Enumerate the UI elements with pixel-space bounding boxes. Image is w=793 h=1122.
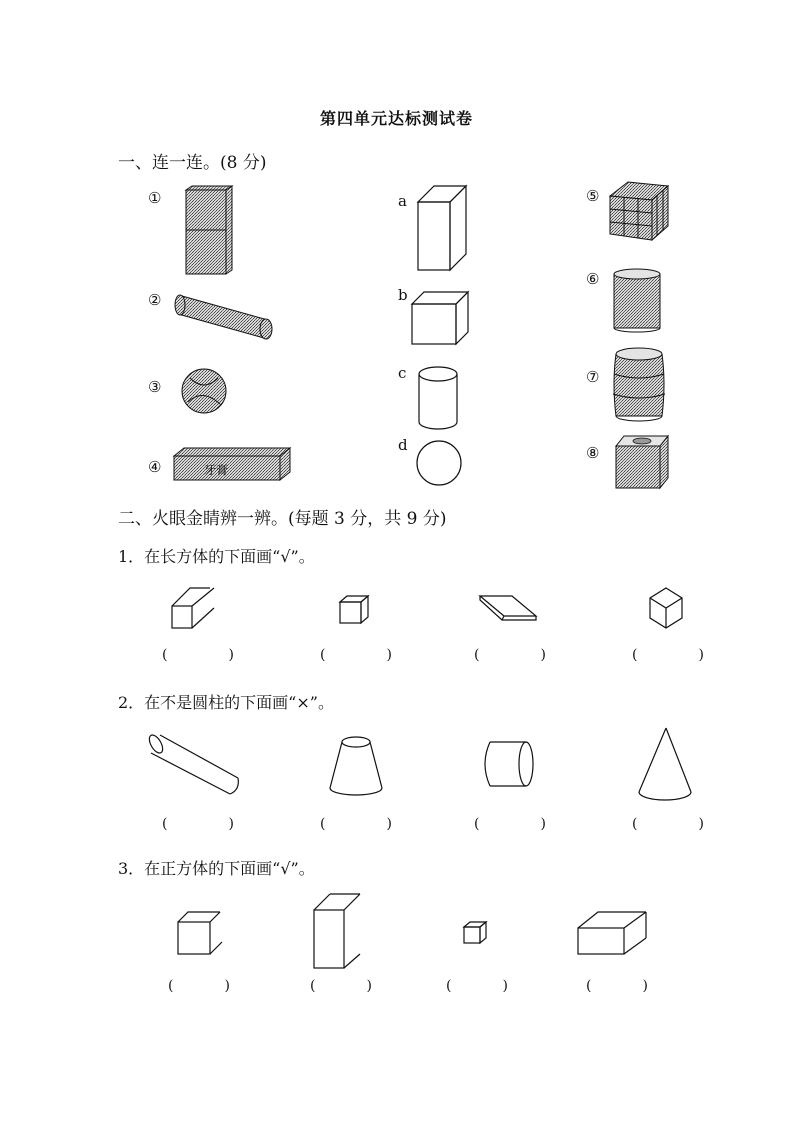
section-2-heading: 二、火眼金睛辨一辨。(每题 3 分，共 9 分) <box>118 509 447 529</box>
q1-shape-flat-slab <box>478 592 540 626</box>
shape-d-sphere <box>414 438 466 488</box>
q2-shape-frustum <box>326 734 386 798</box>
q2-shape-tilted-cylinder <box>146 732 242 798</box>
q3-answer-4[interactable]: ( ) <box>586 978 648 994</box>
toothpaste-box-picture <box>170 444 294 484</box>
question-3: 3．在正方体的下面画“√”。 <box>118 859 315 878</box>
rolled-tube-picture <box>172 288 278 342</box>
q3-shape-flat-cuboid <box>576 908 650 958</box>
q3-shape-cube <box>176 908 224 958</box>
barrel-picture <box>610 346 670 424</box>
rubik-cube-picture <box>606 180 672 244</box>
shape-c-cylinder <box>416 364 462 432</box>
q3-answer-1[interactable]: ( ) <box>168 978 230 994</box>
label-4: ④ <box>148 458 162 476</box>
toothpaste-box-text: 牙膏 <box>204 463 229 477</box>
label-5: ⑤ <box>586 187 600 205</box>
q2-answer-2[interactable]: ( ) <box>320 816 392 832</box>
label-d: d <box>398 436 408 454</box>
q1-answer-3[interactable]: ( ) <box>474 647 546 663</box>
tissue-box-picture <box>612 432 672 492</box>
label-1: ① <box>148 189 162 207</box>
q1-shape-cube <box>338 594 372 626</box>
q1-answer-1[interactable]: ( ) <box>162 647 234 663</box>
label-2: ② <box>148 291 162 309</box>
label-8: ⑧ <box>586 444 600 462</box>
q1-answer-2[interactable]: ( ) <box>320 647 392 663</box>
label-b: b <box>398 286 408 304</box>
q1-shape-rotated-cube <box>646 586 686 632</box>
shape-a-cuboid <box>414 184 470 276</box>
label-6: ⑥ <box>586 270 600 288</box>
q2-answer-1[interactable]: ( ) <box>162 816 234 832</box>
label-c: c <box>398 364 407 382</box>
label-3: ③ <box>148 378 162 396</box>
q2-answer-3[interactable]: ( ) <box>474 816 546 832</box>
can-picture <box>610 268 666 332</box>
q2-answer-4[interactable]: ( ) <box>632 816 704 832</box>
label-a: a <box>398 192 407 210</box>
section-1-heading: 一、连一连。(8 分) <box>118 153 267 173</box>
q3-shape-small-cube <box>462 920 490 946</box>
shape-b-cube <box>410 290 472 348</box>
q3-shape-tall-cuboid <box>312 892 362 974</box>
q1-shape-long-cuboid <box>170 586 220 634</box>
q2-shape-short-cylinder <box>480 738 536 792</box>
q3-answer-3[interactable]: ( ) <box>446 978 508 994</box>
label-7: ⑦ <box>586 368 600 386</box>
q1-answer-4[interactable]: ( ) <box>632 647 704 663</box>
question-2: 2．在不是圆柱的下面画“×”。 <box>118 693 334 712</box>
page-title: 第四单元达标测试卷 <box>319 109 473 128</box>
ball-picture <box>178 368 232 416</box>
question-1: 1．在长方体的下面画“√”。 <box>118 547 315 566</box>
q2-shape-cone <box>636 726 694 806</box>
tall-box-picture <box>180 186 236 278</box>
q3-answer-2[interactable]: ( ) <box>310 978 372 994</box>
